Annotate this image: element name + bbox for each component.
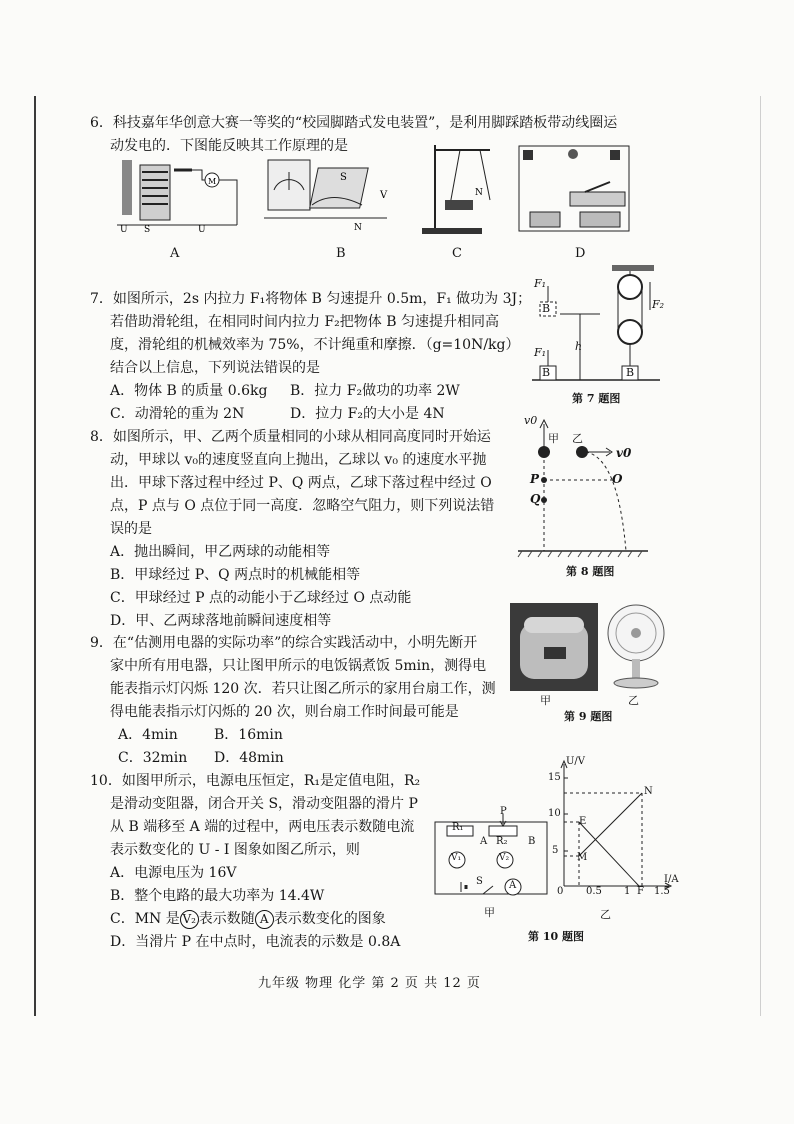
q6-figure-b [262,150,392,240]
desk-fan-photo [602,603,672,691]
svg-text:S: S [144,225,151,235]
q7-option-b: B．拉力 F₂做功的功率 2W [290,383,460,399]
svg-text:U: U [120,225,128,235]
q10-label-s: S [476,876,483,887]
svg-text:V: V [380,190,388,201]
q6-figure-c [420,140,510,240]
q10-point-m: M [577,852,588,863]
q6-option-a: A [170,246,180,261]
q10-label-a-end: A [480,836,488,847]
q7-option-d: D．拉力 F₂的大小是 4N [290,406,445,422]
q10-x-tick-f: F [637,886,644,897]
q8-label-q: Q [530,492,541,506]
q10-y-tick-5: 5 [552,845,559,856]
q10-point-e: E [579,816,587,827]
svg-text:M: M [208,177,217,186]
q10-ui-graph [544,756,684,906]
q8-label-v0-right: v0 [616,446,632,460]
q10-label-b-end: B [528,836,536,847]
q10-option-c-suffix: 表示数变化的图象 [273,911,386,927]
q6-figure-d [515,142,635,237]
q6-option-c: C [452,246,462,261]
q10-option-c-prefix: C．MN 是 [110,911,180,927]
q8-line5: 误的是 [110,521,152,537]
q10-option-c [110,908,386,931]
q6-option-d: D [575,246,586,261]
q9-line1: 9．在“估测用电器的实际功率”的综合实践活动中，小明先断开 [90,635,478,651]
q10-voltmeter-v1: V₁ [451,853,462,863]
q9-line3: 能表指示灯闪烁 120 次．若只让图乙所示的家用台扇工作，测 [110,681,496,697]
q9-option-c: C．32min [118,750,188,766]
q9-option-d: D．48min [214,750,284,766]
q7-label-h: h [575,340,583,353]
q10-x-axis-label: I/A [664,874,679,885]
q8-label-yi: 乙 [572,432,583,445]
rice-cooker-photo [510,603,598,691]
q9-label-yi: 乙 [628,694,639,707]
q7-label-b-bottom: B [542,366,551,379]
q6-line2: 动发电的．下图能反映其工作原理的是 [110,138,348,154]
voltmeter-v2-symbol: V₂ [180,910,199,929]
q7-label-f1-top: F₁ [534,277,547,290]
q10-option-c-middle: 表示数随 [198,911,255,927]
q8-label-p: P [530,472,540,486]
q10-option-a: A．电源电压为 16V [110,865,237,881]
svg-text:S: S [340,172,347,183]
q7-line4: 结合以上信息，下列说法错误的是 [110,360,320,376]
q10-line4: 表示数变化的 U - I 图象如图乙所示，则 [110,842,360,858]
q10-label-jia: 甲 [484,906,495,919]
q8-option-d: D．甲、乙两球落地前瞬间速度相等 [110,613,332,629]
q10-x-tick-15: 1.5 [654,886,670,897]
q7-line1: 7．如图所示，2s 内拉力 F₁将物体 B 匀速提升 0.5m，F₁ 做功为 3J； [90,291,532,307]
q10-x-tick-05: 0.5 [586,886,602,897]
q8-line3: 出．甲球下落过程中经过 P、Q 两点，乙球下落过程中经过 O [110,475,492,491]
q10-line1: 10．如图甲所示，电源电压恒定，R₁是定值电阻，R₂ [90,773,421,789]
ammeter-symbol: A [255,910,274,929]
q9-line2: 家中所有用电器，只让图甲所示的电饭锅煮饭 5min，测得电 [110,658,487,674]
page-footer: 九年级 物理 化学 第 2 页 共 12 页 [258,976,481,991]
q7-line2: 若借助滑轮组，在相同时间内拉力 F₂把物体 B 匀速提升相同高 [110,314,499,330]
q8-option-c: C．甲球经过 P 点的动能小于乙球经过 O 点动能 [110,590,412,606]
q8-figure [518,418,668,558]
svg-text:N: N [475,188,483,198]
q6-line1: 6．科技嘉年华创意大赛一等奖的“校园脚踏式发电装置”，是利用脚踩踏板带动线圈运 [90,115,618,131]
q7-label-b-top: B [542,302,551,315]
q10-voltmeter-v2: V₂ [499,853,510,863]
page-right-border [760,96,761,1016]
q8-caption: 第 8 题图 [566,565,615,578]
q7-option-a: A．物体 B 的质量 0.6kg [110,383,268,399]
q10-x-tick-1: 1 [624,886,631,897]
q7-line3: 度，滑轮组的机械效率为 75%，不计绳重和摩擦．（g=10N/kg） [110,337,520,353]
q9-caption: 第 9 题图 [564,710,613,723]
q8-label-jia: 甲 [548,432,559,445]
q10-line2: 是滑动变阻器，闭合开关 S，滑动变阻器的滑片 P [110,796,418,812]
q10-label-r2: R₂ [496,836,508,847]
q10-point-n: N [644,786,653,797]
q10-line3: 从 B 端移至 A 端的过程中，两电压表示数随电流 [110,819,415,835]
q8-line4: 点，P 点与 O 点位于同一高度．忽略空气阻力，则下列说法错 [110,498,495,514]
q10-label-p: P [500,806,507,817]
q8-line1: 8．如图所示，甲、乙两个质量相同的小球从相同高度同时开始运 [90,429,491,445]
q8-label-o: O [612,472,623,486]
q9-label-jia: 甲 [540,694,551,707]
q10-x-tick-0: 0 [557,886,564,897]
q10-y-tick-15: 15 [548,772,561,783]
q7-label-b-right: B [626,366,635,379]
q10-caption: 第 10 题图 [528,930,584,943]
svg-text:N: N [354,223,362,233]
q7-label-f1-bottom: F₁ [534,346,547,359]
q8-line2: 动，甲球以 v₀的速度竖直向上抛出，乙球以 v₀ 的速度水平抛 [110,452,487,468]
q10-y-tick-10: 10 [548,808,561,819]
q9-line4: 得电能表指示灯闪烁的 20 次，则台扇工作时间最可能是 [110,704,459,720]
q8-label-v0-up: v0 [524,414,538,427]
q10-option-b: B．整个电路的最大功率为 14.4W [110,888,325,904]
q10-y-axis-label: U/V [566,756,586,767]
q7-label-f2: F₂ [652,298,665,311]
svg-text:U: U [198,225,206,235]
q10-label-yi: 乙 [600,908,611,921]
q6-option-b: B [336,246,346,261]
page-left-border [34,96,36,1016]
q10-option-d: D．当滑片 P 在中点时，电流表的示数是 0.8A [110,934,401,950]
q6-figure-a [112,150,242,240]
q9-option-a: A．4min [118,727,178,743]
q8-option-b: B．甲球经过 P、Q 两点时的机械能相等 [110,567,361,583]
q10-label-r1: R₁ [452,822,464,833]
q8-option-a: A．抛出瞬间，甲乙两球的动能相等 [110,544,331,560]
q10-ammeter: A [509,880,517,891]
q9-option-b: B．16min [214,727,283,743]
q7-caption: 第 7 题图 [572,392,621,405]
q7-option-c: C．动滑轮的重为 2N [110,406,245,422]
